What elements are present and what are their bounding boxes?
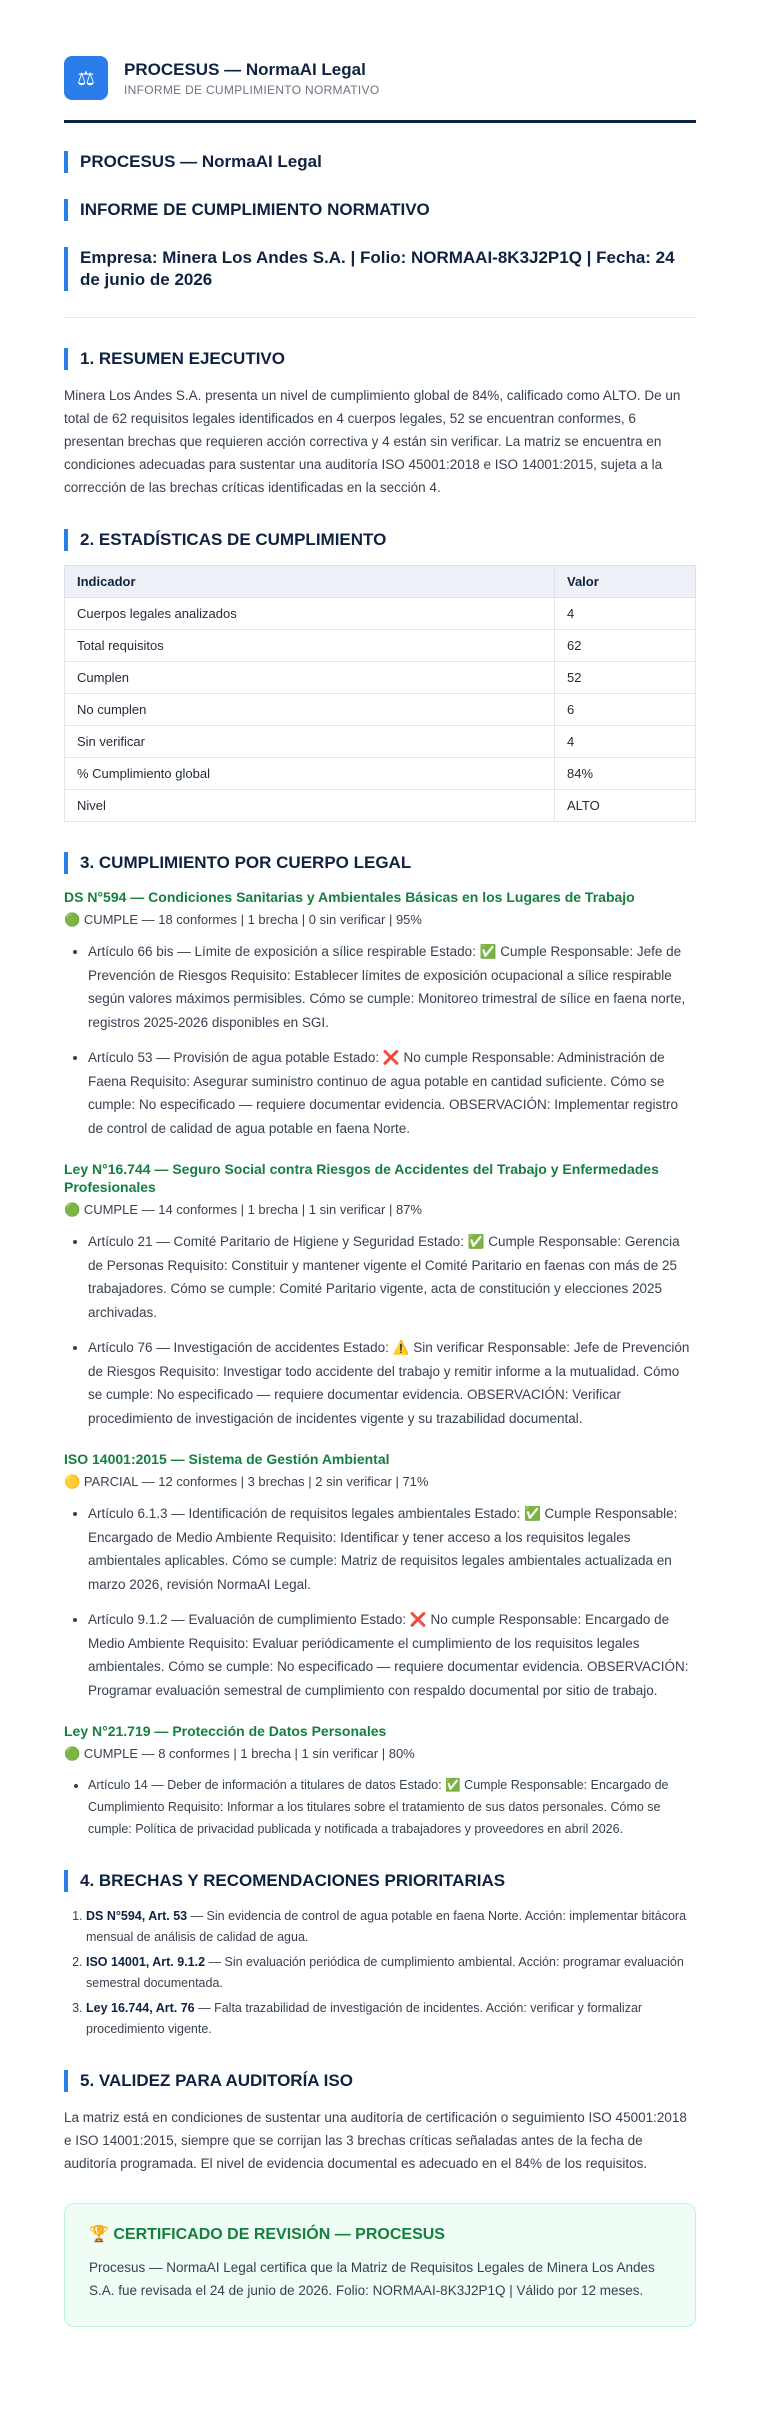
header-subtitle: INFORME DE CUMPLIMIENTO NORMATIVO [124,82,380,97]
law-status [64,912,696,928]
section-summary [64,348,696,499]
article-list [64,1774,696,1840]
indicator-cell: Cuerpos legales analizados [65,598,555,630]
table-row [65,598,696,630]
indicator-cell: % Cumplimiento global [65,758,555,790]
table-row [65,630,696,662]
article-list [64,1502,696,1702]
law-status-text: CUMPLE — 8 conformes | 1 brecha | 1 sin verificar | 80% [83,1746,415,1761]
value-cell: 6 [555,694,696,726]
article-list [64,940,696,1140]
indicator-cell: Total requisitos [65,630,555,662]
meta-report-type: INFORME DE CUMPLIMIENTO NORMATIVO [64,199,696,221]
validity-text: La matriz está en condiciones de sustentar una auditoría de certificación o seguimiento ISO 45001:2018 e ISO 14001:2015, siempre que se corrijan las 3 brechas críticas señaladas antes de la fecha de auditoría programada. El nivel de evidencia documental es adecuado en el 84% de los requisitos. [64,2110,687,2171]
indicator-cell: Cumplen [65,662,555,694]
header-title: PROCESUS — NormaAI Legal [124,59,366,79]
list-item: • Artículo 53 — Provisión de agua potable Estado: ❌ No cumple Responsable: Administración de Faena Requisito: Asegurar suministro continuo de agua potable en cantidad suficiente. Cómo se cumple: No especificado — requiere documentar evidencia. OBSERVACIÓN: Implementar registro de control de calidad de agua potable en faena Norte. [88,1046,696,1140]
indicator-cell: No cumplen [65,694,555,726]
certificate-box [64,2203,696,2327]
section-title: 2. ESTADÍSTICAS DE CUMPLIMIENTO [64,529,696,551]
section-validity [64,2070,696,2175]
section-gaps [64,1870,696,2040]
law-status [64,1746,696,1762]
table-header-row [65,566,696,598]
gap-reference: DS N°594, Art. 53 [86,1909,188,1923]
section-title: 1. RESUMEN EJECUTIVO [64,348,696,370]
meta-company-folio-date: Empresa: Minera Los Andes S.A. | Folio: NORMAAI-8K3J2P1Q | Fecha: 24 de junio de 2026 [64,247,696,291]
trophy-icon: 🏆 [89,2224,109,2243]
list-item [86,1952,696,1994]
law-block-ley21719 [64,1722,696,1840]
value-cell: ALTO [555,790,696,822]
law-block-iso14001 [64,1450,696,1702]
law-status [64,1474,696,1490]
indicator-cell: Sin verificar [65,726,555,758]
gap-description: — Falta trazabilidad de investigación de incidentes. Acción: verificar y formalizar procedimiento vigente. [86,2001,643,2036]
gap-reference: ISO 14001, Art. 9.1.2 [86,1955,206,1969]
list-item: • Artículo 21 — Comité Paritario de Higiene y Seguridad Estado: ✅ Cumple Responsable: Gerencia de Personas Requisito: Constituir y mantener vigente el Comité Paritario en faenas con más de 25 trabajadores. Cómo se cumple: Comité Paritario vigente, acta de constitución y elecciones 2025 archivadas. [88,1230,696,1324]
gap-reference: Ley 16.744, Art. 76 [86,2001,195,2015]
column-header-value: Valor [555,566,696,598]
law-title: ISO 14001:2015 — Sistema de Gestión Ambiental [64,1451,390,1467]
report-meta [64,151,696,318]
article-list [64,1230,696,1430]
list-item: • Artículo 66 bis — Límite de exposición a sílice respirable Estado: ✅ Cumple Responsable: Jefe de Prevención de Riesgos Requisito: Establecer límites de exposición ocupacional a sílice respirable según valores máximos permisibles. Cómo se cumple: Monitoreo trimestral de sílice en faena norte, registros 2025-2026 disponibles en SGI. [88,940,696,1034]
law-status-text: CUMPLE — 14 conformes | 1 brecha | 1 sin verificar | 87% [83,1202,422,1217]
green-circle-icon: 🟢 [64,913,81,928]
indicator-cell: Nivel [65,790,555,822]
list-item: • Artículo 76 — Investigación de accidentes Estado: ⚠️ Sin verificar Responsable: Jefe de Prevención de Riesgos Requisito: Investigar todo accidente del trabajo y remitir informe a la mutualidad. Cómo se cumple: No especificado — requiere documentar evidencia. OBSERVACIÓN: Verificar procedimiento de investigación de incidentes vigente y su trazabilidad documental. [88,1336,696,1430]
law-title: Ley N°16.744 — Seguro Social contra Riesgos de Accidentes del Trabajo y Enfermedades Profesionales [64,1161,659,1195]
section-stats [64,529,696,822]
green-circle-icon: 🟢 [64,1203,81,1218]
meta-brand: PROCESUS — NormaAI Legal [64,151,696,173]
table-row [65,790,696,822]
table-row [65,662,696,694]
certificate-title [89,2224,671,2244]
value-cell: 4 [555,726,696,758]
value-cell: 62 [555,630,696,662]
value-cell: 84% [555,758,696,790]
value-cell: 4 [555,598,696,630]
scales-icon: ⚖ [64,56,108,100]
section-title: 4. BRECHAS Y RECOMENDACIONES PRIORITARIAS [64,1870,696,1892]
list-item: • Artículo 14 — Deber de información a titulares de datos Estado: ✅ Cumple Responsable: Encargado de Cumplimiento Requisito: Informar a los titulares sobre el tratamiento de sus datos personales. Cómo se cumple: Política de privacidad publicada y notificada a trabajadores y proveedores en abril 2026. [88,1774,696,1840]
section-compliance-by-law [64,852,696,1840]
gaps-list [64,1906,696,2040]
summary-text: Minera Los Andes S.A. presenta un nivel de cumplimiento global de 84%, calificado como ALTO. De un total de 62 requisitos legales identificados en 4 cuerpos legales, 52 se encuentran conformes, 6 presentan brechas que requieren acción correctiva y 4 están sin verificar. La matriz se encuentra en condiciones adecuadas para sustentar una auditoría ISO 45001:2018 e ISO 14001:2015, sujeta a la corrección de las brechas críticas identificadas en la sección 4. [64,388,681,495]
law-title: Ley N°21.719 — Protección de Datos Personales [64,1723,387,1739]
section-title: 3. CUMPLIMIENTO POR CUERPO LEGAL [64,852,696,874]
report-header [64,56,696,123]
table-row [65,726,696,758]
law-status [64,1202,696,1218]
gap-description: — Sin evaluación periódica de cumplimiento ambiental. Acción: programar evaluación semestral documentada. [86,1955,684,1990]
table-row [65,758,696,790]
certificate-text: Procesus — NormaAI Legal certifica que la Matriz de Requisitos Legales de Minera Los Andes S.A. fue revisada el 24 de junio de 2026. Folio: NORMAAI-8K3J2P1Q | Válido por 12 meses. [89,2260,655,2298]
yellow-circle-icon: 🟡 [64,1475,81,1490]
gap-description: — Sin evidencia de control de agua potable en faena Norte. Acción: implementar bitácora mensual de análisis de calidad de agua. [86,1909,687,1944]
green-circle-icon: 🟢 [64,1747,81,1762]
header-text [124,60,379,97]
law-block-ley16744 [64,1160,696,1430]
list-item [86,1906,696,1948]
column-header-indicator: Indicador [65,566,555,598]
list-item: • Artículo 6.1.3 — Identificación de requisitos legales ambientales Estado: ✅ Cumple Responsable: Encargado de Medio Ambiente Requisito: Identificar y tener acceso a los requisitos legales ambientales aplicables. Cómo se cumple: Matriz de requisitos legales ambientales actualizada en marzo 2026, revisión NormaAI Legal. [88,1502,696,1596]
value-cell: 52 [555,662,696,694]
list-item [86,1998,696,2040]
stats-table [64,565,696,822]
law-title: DS N°594 — Condiciones Sanitarias y Ambientales Básicas en los Lugares de Trabajo [64,889,635,905]
law-status-text: PARCIAL — 12 conformes | 3 brechas | 2 sin verificar | 71% [83,1474,429,1489]
section-title: 5. VALIDEZ PARA AUDITORÍA ISO [64,2070,696,2092]
law-block-ds594 [64,888,696,1140]
table-row [65,694,696,726]
law-status-text: CUMPLE — 18 conformes | 1 brecha | 0 sin verificar | 95% [83,912,422,927]
list-item: • Artículo 9.1.2 — Evaluación de cumplimiento Estado: ❌ No cumple Responsable: Encargado de Medio Ambiente Requisito: Evaluar periódicamente el cumplimiento de los requisitos legales ambientales. Cómo se cumple: No especificado — requiere documentar evidencia. OBSERVACIÓN: Programar evaluación semestral de cumplimiento con respaldo documental por sitio de trabajo. [88,1608,696,1702]
certificate-title-text: CERTIFICADO DE REVISIÓN — PROCESUS [113,2226,445,2243]
divider [64,317,696,318]
